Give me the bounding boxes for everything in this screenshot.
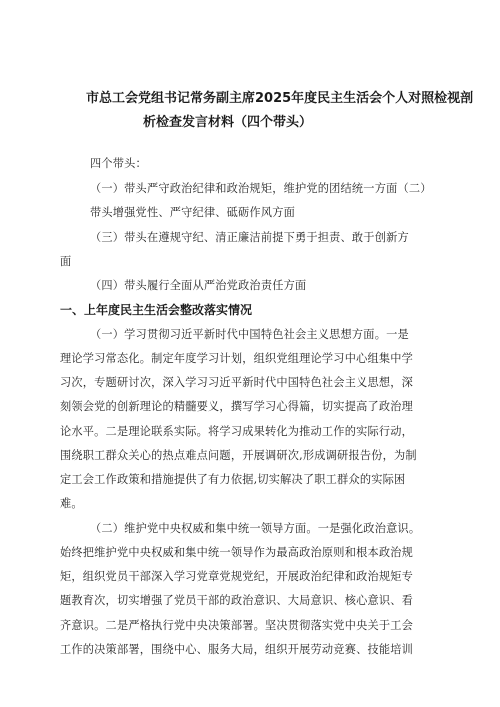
paragraph-line: 工作的决策部署，围绕中心、服务大局，组织开展劳动竞赛、技能培训 <box>60 643 414 656</box>
document-title-line-1: 市总工会党组书记常务副主席2025年度民主生活会个人对照检视剖 <box>86 91 474 106</box>
list-item: （一）带头严守政治纪律和政治规矩，维护党的团结统一方面（二） <box>90 182 432 195</box>
paragraph-line: 齐意识。二是严格执行党中央决策部署。坚决贯彻落实党中央关于工会 <box>60 619 414 632</box>
list-item: （三）带头在遵规守纪、清正廉洁前提下勇于担责、敢于创新方 <box>90 231 409 244</box>
paragraph-line: 刻领会党的创新理论的精髓要义，撰写学习心得篇，切实提高了政治理 <box>60 400 414 413</box>
section-heading: 一、上年度民主生活会整改落实情况 <box>60 303 253 317</box>
list-item: （四）带头履行全面从严治党政治责任方面 <box>90 279 307 292</box>
paragraph-line: 矩，组织党员干部深入学习党章党规党纪，开展政治纪律和政治规矩专 <box>60 570 414 583</box>
paragraph-line: 围绕职工群众关心的热点难点问题，开展调研次,形成调研报告份，为制 <box>60 449 417 462</box>
paragraph-line: 理论学习常态化。制定年度学习计划，组织党组理论学习中心组集中学 <box>60 352 414 365</box>
paragraph-line: （一）学习贯彻习近平新时代中国特色社会主义思想方面。一是 <box>90 328 409 341</box>
paragraph-line: 论水平。二是理论联系实际。将学习成果转化为推动工作的实际行动， <box>60 425 414 438</box>
list-item: 带头增强党性、严守纪律、砥砺作风方面 <box>90 206 295 219</box>
paragraph-line: （二）维护党中央权威和集中统一领导方面。一是强化政治意识。 <box>90 522 421 535</box>
paragraph-line: 定工会工作政策和措施提供了有力依据,切实解决了职工群众的实际困 <box>60 473 406 486</box>
intro-text: 四个带头： <box>90 157 147 170</box>
paragraph-line: 难。 <box>60 497 83 510</box>
paragraph-line: 题教育次，切实增强了党员干部的政治意识、大局意识、核心意识、看 <box>60 594 414 607</box>
list-item: 面 <box>60 255 72 268</box>
paragraph-line: 习次，专题研讨次，深入学习习近平新时代中国特色社会主义思想，深 <box>60 376 414 389</box>
document-title-line-2: 析检查发言材料（四个带头） <box>143 115 313 130</box>
paragraph-line: 始终把维护党中央权威和集中统一领导作为最高政治原则和根本政治规 <box>60 546 414 559</box>
